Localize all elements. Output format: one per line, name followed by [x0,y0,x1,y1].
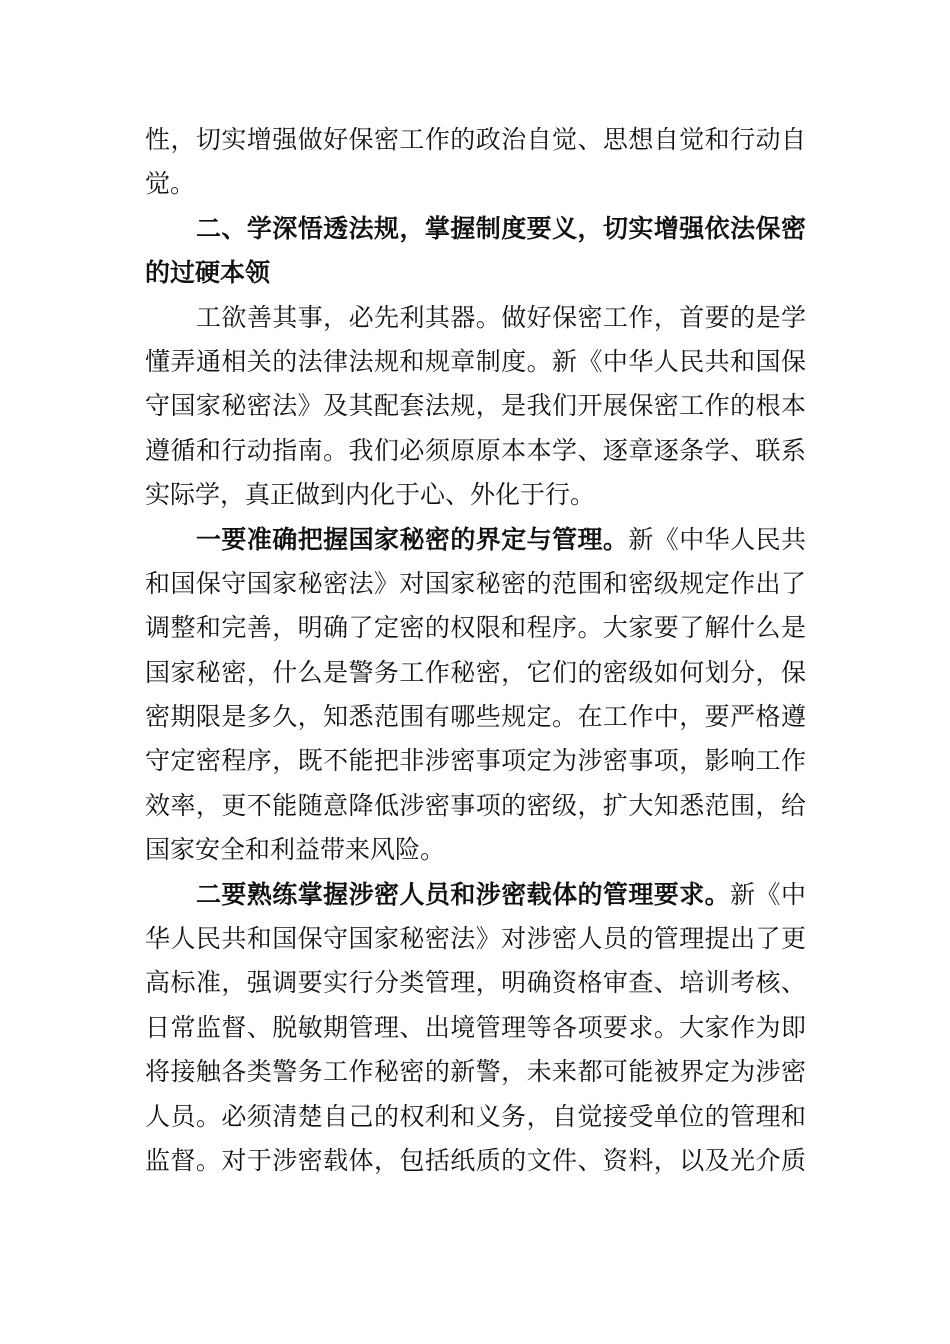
line-text: 新《中华人民共 [628,524,806,554]
line-text: 国家秘密，什么是警务工作秘密，它们的密级如何划分，保 [145,657,806,687]
line-text: 的过硬本领 [145,258,271,288]
line-text: 性，切实增强做好保密工作的政治自觉、思想自觉和行动自 [145,125,806,154]
line-text: 新《中 [730,879,806,909]
line-text: 守国家秘密法》及其配套法规，是我们开展保密工作的根本 [145,391,806,421]
text-line [145,473,806,517]
paragraph [145,296,806,518]
text-line [145,384,806,428]
text-line [145,651,806,695]
paragraph [145,118,806,207]
line-text: 密期限是多久，知悉范围有哪些规定。在工作中，要严格遵 [145,702,806,732]
line-text: 二、学深悟透法规，掌握制度要义，切实增强依法保密 [196,213,806,243]
text-line [145,518,806,562]
bold-lead-sentence: 二要熟练掌握涉密人员和涉密载体的管理要求。 [196,879,731,909]
line-text: 守定密程序，既不能把非涉密事项定为涉密事项，影响工作 [145,746,806,776]
text-line [145,340,806,384]
line-text: 将接触各类警务工作秘密的新警，未来都可能被界定为涉密 [145,1057,806,1087]
text-line [145,118,806,162]
text-line [145,784,806,828]
paragraph [145,518,806,873]
text-line [145,429,806,473]
text-line [145,1095,806,1139]
text-line [145,695,806,739]
line-text: 实际学，真正做到内化于心、外化于行。 [145,480,596,510]
line-text: 高标准，强调要实行分类管理，明确资格审查、培训考核、 [145,968,806,998]
text-line [145,207,806,251]
bold-lead-sentence: 一要准确把握国家秘密的界定与管理。 [196,524,629,554]
text-line [145,1050,806,1094]
paragraph [145,873,806,1184]
text-line [145,917,806,961]
text-line [145,606,806,650]
line-text: 人员。必须清楚自己的权利和义务，自觉接受单位的管理和 [145,1101,806,1131]
line-text: 国家安全和利益带来风险。 [145,835,446,865]
line-text: 华人民共和国保守国家秘密法》对涉密人员的管理提出了更 [145,924,806,954]
line-text: 觉。 [145,169,196,199]
text-line [145,162,806,206]
text-line [145,828,806,872]
text-line [145,251,806,295]
line-text: 日常监督、脱敏期管理、出境管理等各项要求。大家作为即 [145,1012,806,1042]
line-text: 工欲善其事，必先利其器。做好保密工作，首要的是学 [196,302,806,332]
section-heading [145,207,806,296]
line-text: 监督。对于涉密载体，包括纸质的文件、资料，以及光介质 [145,1145,806,1175]
text-line [145,873,806,917]
text-line [145,562,806,606]
text-line [145,961,806,1005]
line-text: 懂弄通相关的法律法规和规章制度。新《中华人民共和国保 [145,346,806,376]
document-page [145,118,806,1183]
line-text: 调整和完善，明确了定密的权限和程序。大家要了解什么是 [145,613,806,643]
line-text: 效率，更不能随意降低涉密事项的密级，扩大知悉范围，给 [145,790,806,820]
text-line [145,1006,806,1050]
line-text: 遵循和行动指南。我们必须原原本本学、逐章逐条学、联系 [145,435,806,465]
text-line [145,739,806,783]
text-line [145,296,806,340]
line-text: 和国保守国家秘密法》对国家秘密的范围和密级规定作出了 [145,568,806,598]
text-line [145,1139,806,1183]
